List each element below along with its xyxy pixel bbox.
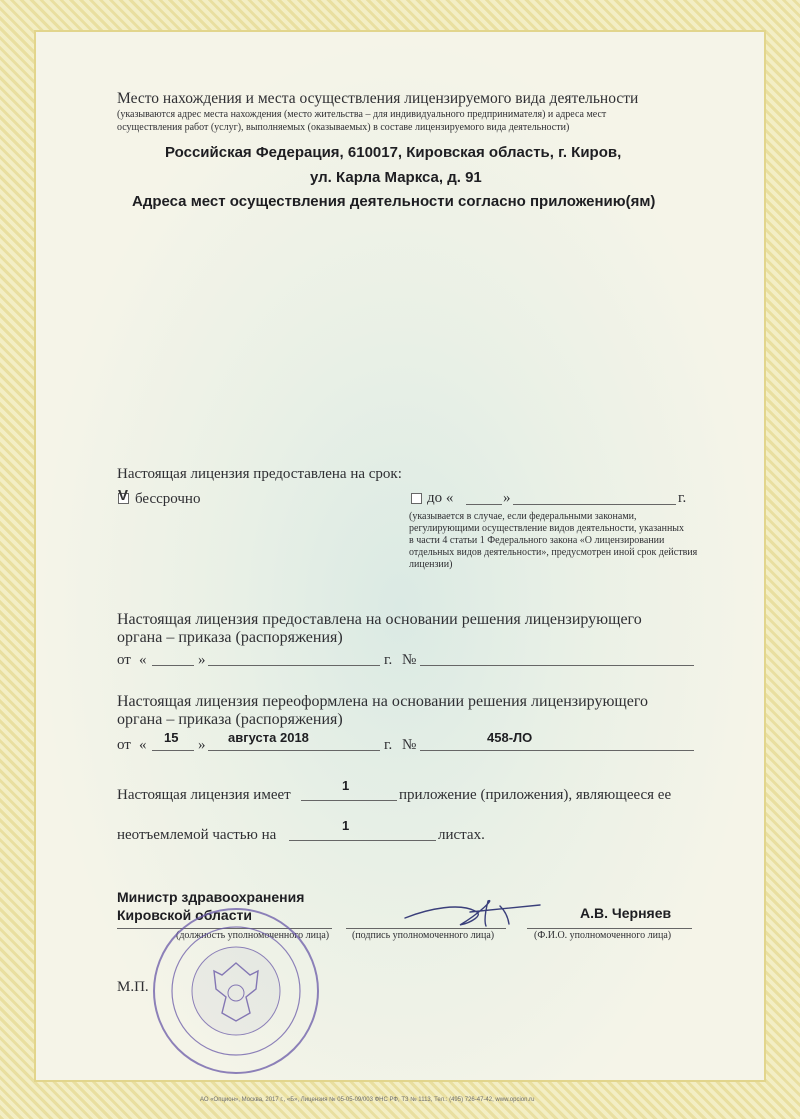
granted-number-sign: № <box>402 652 417 668</box>
term-note-line3: в части 4 статьи 1 Федерального закона «О лицензировании <box>409 535 665 546</box>
granted-day-field[interactable] <box>152 665 194 666</box>
official-stamp <box>150 905 322 1077</box>
granted-number-field[interactable] <box>420 665 694 666</box>
reissued-month-year-field <box>208 750 380 751</box>
name-underline <box>527 928 692 929</box>
appendix-line1-suffix: приложение (приложения), являющееся ее <box>399 787 672 803</box>
term-note-line1: (указывается в случае, если федеральными законами, <box>409 511 637 522</box>
appendix-count: 1 <box>342 778 350 793</box>
address-line1: Российская Федерация, 610017, Кировская область, г. Киров, <box>165 144 622 161</box>
location-note-line1: (указываются адрес места нахождения (место жительства – для индивидуального предпринимателя) и адреса мест <box>117 109 607 120</box>
reissued-line1: Настоящая лицензия переоформлена на основании решения лицензирующего <box>117 693 649 710</box>
granted-from: от <box>117 652 131 668</box>
until-day-field[interactable] <box>466 504 502 505</box>
term-note-line2: регулирующими осуществление видов деятельности, указанных <box>409 523 685 534</box>
caption-signature: (подпись уполномоченного лица) <box>352 930 495 941</box>
term-note-line4: отдельных видов деятельности», предусмотрен иной срок действия <box>409 547 698 558</box>
reissued-month-year: августа 2018 <box>228 730 309 745</box>
reissued-number-field <box>420 750 694 751</box>
granted-line1: Настоящая лицензия предоставлена на основании решения лицензирующего <box>117 611 642 628</box>
caption-position: (должность уполномоченного лица) <box>176 930 330 941</box>
until-prefix: до « <box>427 490 454 506</box>
reissued-day: 15 <box>164 730 179 745</box>
reissued-day-field <box>152 750 194 751</box>
until-mid: » <box>503 490 511 506</box>
address-line2: ул. Карла Маркса, д. 91 <box>310 169 482 186</box>
stamp-place-label: М.П. <box>117 979 149 995</box>
reissued-quote-close: » <box>198 737 206 753</box>
until-year-suffix: г. <box>678 490 687 506</box>
reissued-year: г. <box>384 737 393 753</box>
granted-year: г. <box>384 652 393 668</box>
signatory-name: А.В. Черняев <box>580 905 672 921</box>
term-heading: Настоящая лицензия предоставлена на срок: <box>117 466 402 482</box>
reissued-line2: органа – приказа (распоряжения) <box>117 711 343 728</box>
printer-footer: АО «Опцион», Москва, 2017 г., «Б», Лицензия № 05-05-09/003 ФНС РФ, ТЗ № 1113, Тел.: (495) 726-47-42, www.opcion.ru <box>200 1097 535 1103</box>
location-heading: Место нахождения и места осуществления лицензируемого вида деятельности <box>117 90 639 107</box>
appendix-line1-prefix: Настоящая лицензия имеет <box>117 787 291 803</box>
reissued-quote-open: « <box>139 737 147 753</box>
signatory-position-line2: Кировской области <box>117 907 252 923</box>
appendix-line2-prefix: неотъемлемой частью на <box>117 827 277 843</box>
location-note-line2: осуществления работ (услуг), выполняемых (оказываемых) в составе лицензируемого вида деятельности) <box>117 122 570 133</box>
address-line3: Адреса мест осуществления деятельности согласно приложению(ям) <box>132 193 656 210</box>
appendix-count-field <box>301 800 397 801</box>
appendix-sheets: 1 <box>342 818 350 833</box>
until-date-checkbox[interactable] <box>411 493 422 504</box>
check-mark: V <box>118 487 129 504</box>
granted-month-year-field[interactable] <box>208 665 380 666</box>
reissued-number-sign: № <box>402 737 417 753</box>
until-month-year-field[interactable] <box>513 504 676 505</box>
reissued-number: 458-ЛО <box>487 730 533 745</box>
term-note-line5: лицензии) <box>409 559 453 570</box>
option-indefinite-label: бессрочно <box>135 491 201 507</box>
granted-line2: органа – приказа (распоряжения) <box>117 629 343 646</box>
appendix-line2-suffix: листах. <box>438 827 485 843</box>
signatory-position-line1: Министр здравоохранения <box>117 889 305 905</box>
handwritten-signature <box>400 893 550 933</box>
appendix-sheets-field <box>289 840 436 841</box>
granted-quote-open: « <box>139 652 147 668</box>
signature-underline <box>346 928 506 929</box>
granted-quote-close: » <box>198 652 206 668</box>
reissued-from: от <box>117 737 131 753</box>
caption-name: (Ф.И.О. уполномоченного лица) <box>534 930 672 941</box>
